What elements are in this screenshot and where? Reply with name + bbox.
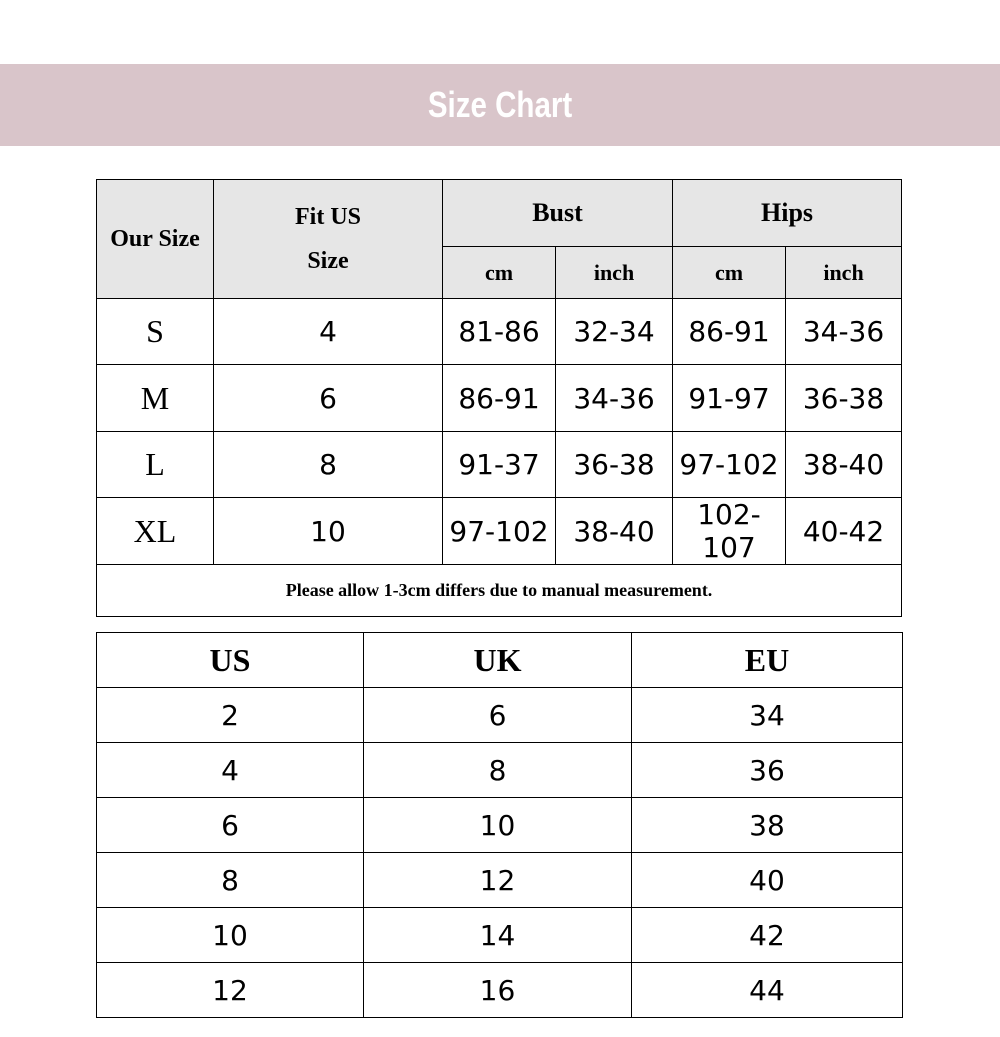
our-size-cell: S (97, 299, 214, 365)
bust-inch-cell: 36-38 (556, 432, 673, 498)
us-cell: 12 (97, 963, 364, 1018)
header-hips: Hips (673, 180, 902, 247)
header-bust-cm: cm (443, 247, 556, 299)
hips-inch-cell: 34-36 (786, 299, 902, 365)
size-conversion-table (96, 632, 903, 1018)
table-row (97, 908, 903, 963)
header-uk: UK (364, 633, 632, 688)
uk-cell: 6 (364, 688, 632, 743)
bust-cm-cell: 81-86 (443, 299, 556, 365)
fit-us-cell: 10 (214, 498, 443, 565)
uk-cell: 16 (364, 963, 632, 1018)
bust-cm-cell: 86-91 (443, 365, 556, 432)
header-hips-inch: inch (786, 247, 902, 299)
our-size-cell: L (97, 432, 214, 498)
uk-cell: 12 (364, 853, 632, 908)
header-fit-us-line2: Size (307, 248, 349, 274)
bust-inch-cell: 34-36 (556, 365, 673, 432)
table-row (97, 743, 903, 798)
us-cell: 6 (97, 798, 364, 853)
hips-inch-cell: 36-38 (786, 365, 902, 432)
hips-cm-cell: 97-102 (673, 432, 786, 498)
bust-cm-cell: 97-102 (443, 498, 556, 565)
us-cell: 8 (97, 853, 364, 908)
size-chart-banner (0, 64, 1000, 146)
bust-cm-cell: 91-37 (443, 432, 556, 498)
our-size-cell: M (97, 365, 214, 432)
eu-cell: 38 (632, 798, 903, 853)
uk-cell: 10 (364, 798, 632, 853)
table-row (97, 798, 903, 853)
eu-cell: 40 (632, 853, 903, 908)
eu-cell: 42 (632, 908, 903, 963)
uk-cell: 14 (364, 908, 632, 963)
fit-us-cell: 6 (214, 365, 443, 432)
us-cell: 2 (97, 688, 364, 743)
table-row (97, 432, 902, 498)
header-bust: Bust (443, 180, 673, 247)
bust-inch-cell: 38-40 (556, 498, 673, 565)
eu-cell: 36 (632, 743, 903, 798)
hips-cm-cell: 86-91 (673, 299, 786, 365)
uk-cell: 8 (364, 743, 632, 798)
header-our-size: Our Size (97, 180, 214, 299)
fit-us-cell: 8 (214, 432, 443, 498)
our-size-cell: XL (97, 498, 214, 565)
eu-cell: 34 (632, 688, 903, 743)
table-row (97, 498, 902, 565)
eu-cell: 44 (632, 963, 903, 1018)
header-bust-inch: inch (556, 247, 673, 299)
us-cell: 10 (97, 908, 364, 963)
us-cell: 4 (97, 743, 364, 798)
bust-inch-cell: 32-34 (556, 299, 673, 365)
hips-inch-cell: 40-42 (786, 498, 902, 565)
header-eu: EU (632, 633, 903, 688)
hips-inch-cell: 38-40 (786, 432, 902, 498)
header-hips-cm: cm (673, 247, 786, 299)
fit-us-cell: 4 (214, 299, 443, 365)
table-row (97, 299, 902, 365)
table-row (97, 365, 902, 432)
measurement-note: Please allow 1-3cm differs due to manual measurement. (97, 565, 902, 617)
table-row (97, 688, 903, 743)
header-us: US (97, 633, 364, 688)
table-row (97, 853, 903, 908)
size-measurement-table (96, 179, 902, 617)
table-row (97, 963, 903, 1018)
banner-title: Size Chart (427, 84, 573, 125)
hips-cm-cell: 102-107 (673, 498, 786, 565)
hips-cm-cell: 91-97 (673, 365, 786, 432)
header-fit-us-size (214, 180, 443, 299)
header-fit-us-line1: Fit US (295, 204, 361, 230)
